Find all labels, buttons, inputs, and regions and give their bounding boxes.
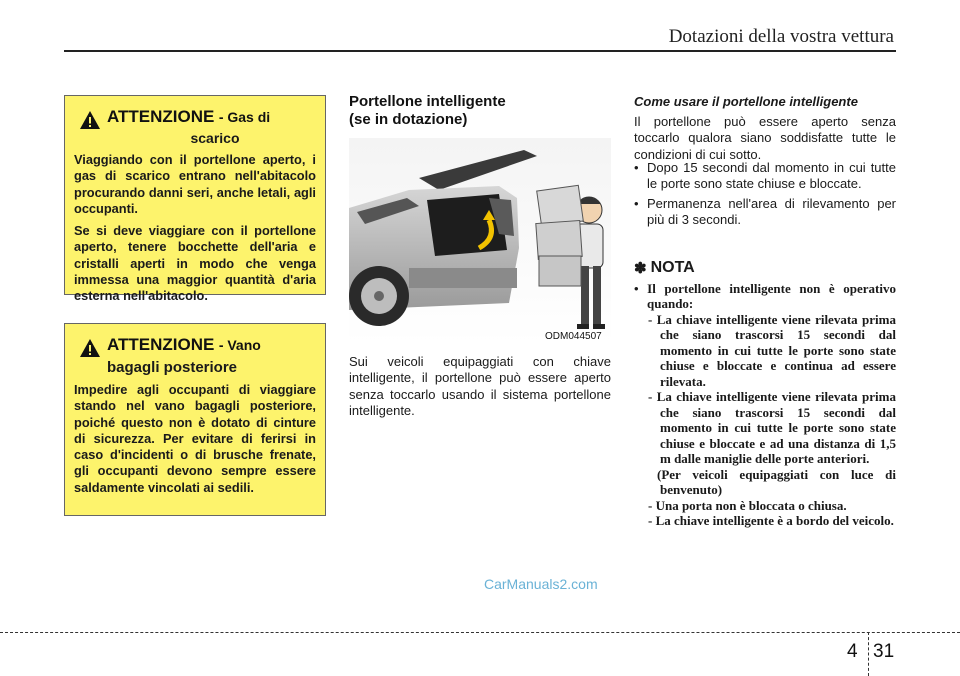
header-rule xyxy=(64,50,896,52)
section-title xyxy=(349,93,611,128)
header-title: Dotazioni della vostra vettura xyxy=(668,26,894,47)
page-number: 31 xyxy=(873,641,895,662)
list-item: - La chiave intelligente è a bordo del veicolo. xyxy=(648,513,894,529)
warning-box-exhaust xyxy=(64,95,326,303)
warning-paragraph: Viaggiando con il portellone aperto, i gas di scarico entrano nell'abitacolo procurando danni seri, anche letali, agli occupanti. xyxy=(74,152,316,216)
warning-label: ATTENZIONE xyxy=(107,335,215,354)
warning-subject-line2: scarico xyxy=(190,130,240,146)
nota-note: (Per veicoli equipaggiati con luce di benvenuto) xyxy=(657,466,896,498)
section-title-line2: (se in dotazione) xyxy=(349,110,468,128)
list-item: • Dopo 15 secondi dal momento in cui tutte le porte sono state chiuse e bloccate. xyxy=(634,160,896,193)
nota-intro: • Il portellone intelligente non è operativo quando: xyxy=(634,281,896,312)
nota-label: NOTA xyxy=(650,259,695,276)
section-body: Sui veicoli equipaggiati con chiave intelligente, il portellone può essere aperto senza toccarlo usando il sistema portellone intelligente. xyxy=(349,354,611,418)
warning-box-cargo xyxy=(64,323,326,516)
warning-label: ATTENZIONE xyxy=(107,107,215,126)
list-item: • Permanenza nell'area di rilevamento per più di 3 secondi. xyxy=(634,196,896,229)
footer-divider xyxy=(868,632,869,676)
footer-rule xyxy=(0,632,960,633)
list-item: - La chiave intelligente viene rilevata prima che siano trascorsi 15 secondi dal momento in cui tutte le porte sono state chiuse e bloccate e continua ad essere rilevata. xyxy=(648,311,896,389)
watermark: CarManuals2.com xyxy=(484,576,598,592)
list-item: - Una porta non è bloccata o chiusa. xyxy=(648,497,847,513)
nota-body xyxy=(634,281,896,529)
usage-bullets xyxy=(634,160,896,231)
warning-title xyxy=(74,336,316,358)
section-number: 4 xyxy=(847,641,858,662)
warning-paragraph: Se si deve viaggiare con il portellone aperto, tenere bocchette dell'aria e cristalli aperti in modo che venga immessa una maggior quantità d'aria esterna nell'abitacolo. xyxy=(74,223,316,303)
warning-subject: - Gas di xyxy=(218,109,271,125)
warning-triangle-icon xyxy=(79,338,101,358)
asterisk-icon: ✽ xyxy=(634,260,647,277)
warning-triangle-icon xyxy=(79,110,101,130)
nota-title xyxy=(634,259,896,277)
warning-subject-line2: bagagli posteriore xyxy=(107,359,238,376)
figure-code: ODM044507 xyxy=(545,331,602,342)
section-title-line1: Portellone intelligente xyxy=(349,93,506,110)
usage-title: Come usare il portellone intelligente xyxy=(634,94,858,109)
warning-title xyxy=(74,108,316,130)
warning-paragraph: Impedire agli occupanti di viaggiare stando nel vano bagagli posteriore, poiché questo non è dotato di cinture di sicurezza. Per evitare di ferirsi in caso d'incidenti o di brusche frenate, gli occupanti devono sempre essere saldamente vincolati ai sedili. xyxy=(74,382,316,495)
usage-intro: Il portellone può essere aperto senza toccarlo qualora siano soddisfatte tutte le condizioni di cui sotto. xyxy=(634,114,896,162)
warning-subject: - Vano xyxy=(218,337,261,353)
list-item: - La chiave intelligente viene rilevata prima che siano trascorsi 15 secondi dal momento in cui tutte le porte sono state chiuse e bloccate e ad una distanza di 1,5 m dalle maniglie delle porte anteriori. xyxy=(648,389,896,467)
tailgate-illustration xyxy=(349,138,611,344)
car-tailgate-picture xyxy=(349,138,611,344)
